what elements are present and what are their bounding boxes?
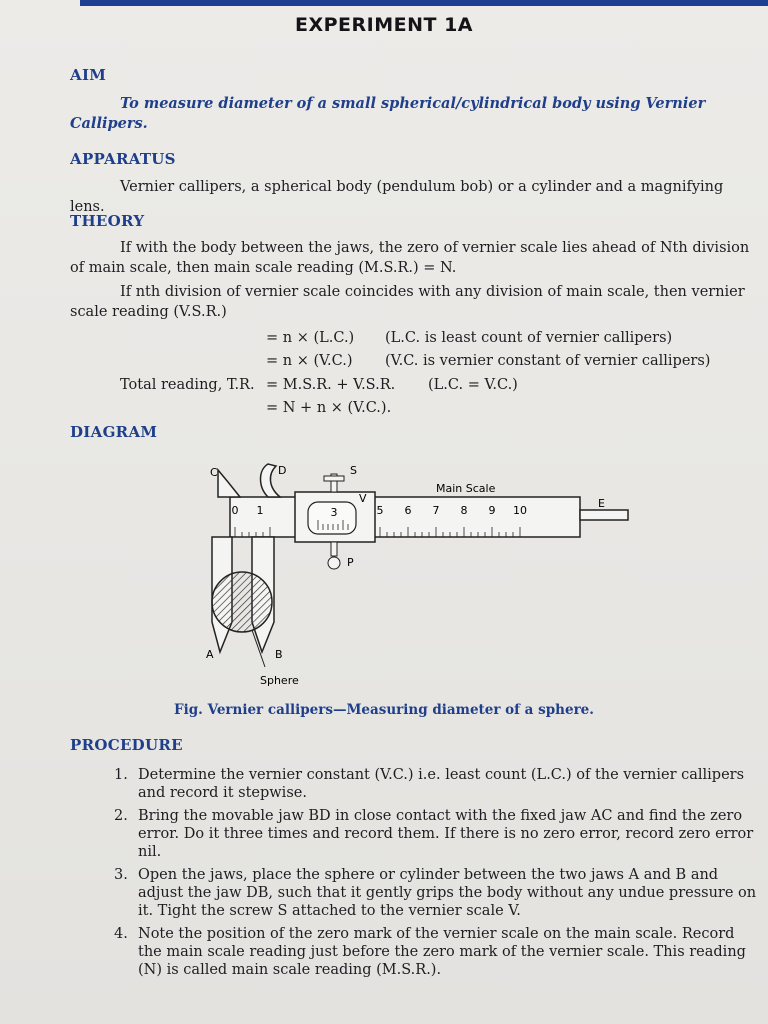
diagram-heading: DIAGRAM — [70, 423, 158, 441]
aim-heading: AIM — [70, 66, 107, 84]
label-c: C — [210, 466, 218, 479]
label-d: D — [278, 464, 287, 477]
vernier-callipers-diagram — [140, 452, 660, 700]
figure-caption — [0, 702, 768, 718]
procedure-step-text: Bring the movable jaw BD in close contact with the fixed jaw AC and find the zero error. Do it three times and record them. If there is no zero error, record zero error nil. — [138, 808, 754, 860]
procedure-step: 2. Bring the movable jaw BD in close contact with the fixed jaw AC and find the zero error. Do it three times and record them. If there is no zero error, record zero error nil. — [114, 808, 754, 860]
label-v: V — [359, 492, 367, 505]
theory-heading: THEORY — [70, 212, 145, 230]
scale-number-8: 8 — [460, 504, 468, 517]
label-s: S — [350, 464, 357, 477]
procedure-step-text: Determine the vernier constant (V.C.) i.e. least count (L.C.) of the vernier callipers and record it stepwise. — [138, 767, 745, 801]
scale-number-6: 6 — [404, 504, 412, 517]
procedure-step-text: Open the jaws, place the sphere or cylinder between the two jaws A and B and adjust the jaw DB, such that it gently grips the body without any undue pressure on it. Tight the screw S attached to the vernier scale V. — [138, 867, 757, 919]
procedure-list — [114, 766, 758, 984]
procedure-step: 3. Open the jaws, place the sphere or cylinder between the two jaws A and B and adjust the jaw DB, such that it gently grips the body without any undue pressure on it. Tight the screw S attached to the vernier scale V. — [114, 867, 757, 919]
scale-number-0: 0 — [231, 504, 239, 517]
equation-1-note: (L.C. is least count of vernier callipers) — [385, 330, 673, 346]
aim-text: To measure diameter of a small spherical/cylindrical body using Vernier Callipers. — [70, 95, 706, 132]
procedure-step: 1. Determine the vernier constant (V.C.) i.e. least count (L.C.) of the vernier callipers and record it stepwise. — [114, 767, 745, 801]
depth-rod — [580, 510, 628, 520]
label-b: B — [275, 648, 283, 661]
apparatus-heading: APPARATUS — [70, 150, 176, 168]
equation-2-note: (V.C. is vernier constant of vernier callipers) — [385, 353, 711, 369]
apparatus-text: Vernier callipers, a spherical body (pendulum bob) or a cylinder and a magnifying lens. — [70, 179, 724, 215]
procedure-step: 4. Note the position of the zero mark of the vernier scale on the main scale. Record the main scale reading just before the zero mark of the vernier scale. This reading (N) is called main scale reading (M.S.R.). — [114, 926, 746, 978]
equation-3: = M.S.R. + V.S.R. — [266, 377, 396, 393]
top-rule — [80, 0, 768, 6]
scale-number-5: 5 — [376, 504, 384, 517]
screw-p — [331, 542, 337, 556]
label-p: P — [347, 556, 354, 569]
main-scale-bar — [230, 497, 580, 537]
theory-paragraph-2: If nth division of vernier scale coincides with any division of main scale, then vernier scale reading (V.S.R.) — [70, 284, 745, 320]
sphere-shape — [212, 572, 272, 632]
label-main-scale: Main Scale — [436, 482, 496, 495]
theory-paragraph-1: If with the body between the jaws, the zero of vernier scale lies ahead of Nth division of main scale, then main scale reading (M.S.R.) = N. — [70, 240, 750, 276]
fixed-jaw-c — [218, 470, 240, 497]
label-a: A — [206, 648, 214, 661]
scale-number-1: 1 — [256, 504, 264, 517]
label-sphere: Sphere — [260, 674, 299, 687]
scale-number-10: 10 — [513, 504, 527, 517]
experiment-title: EXPERIMENT 1A — [294, 14, 474, 36]
scale-number-9: 9 — [488, 504, 496, 517]
equation-1: = n × (L.C.) — [266, 330, 355, 346]
scale-number-7: 7 — [432, 504, 440, 517]
equation-3-label: Total reading, T.R. — [120, 377, 255, 393]
figure-caption-prefix: Fig. — [174, 702, 203, 718]
procedure-heading: PROCEDURE — [70, 736, 183, 754]
equation-4: = N + n × (V.C.). — [266, 400, 392, 416]
equation-3-note: (L.C. = V.C.) — [428, 377, 518, 393]
figure-caption-text: Vernier callipers—Measuring diameter of a sphere. — [207, 702, 594, 718]
procedure-step-text: Note the position of the zero mark of the vernier scale on the main scale. Record the main scale reading just before the zero mark of the vernier scale. This reading (N) is called main scale reading (M.S.R.). — [138, 926, 746, 978]
equation-2: = n × (V.C.) — [266, 353, 353, 369]
scale-number-3: 3 — [330, 506, 338, 519]
label-e: E — [598, 497, 605, 510]
